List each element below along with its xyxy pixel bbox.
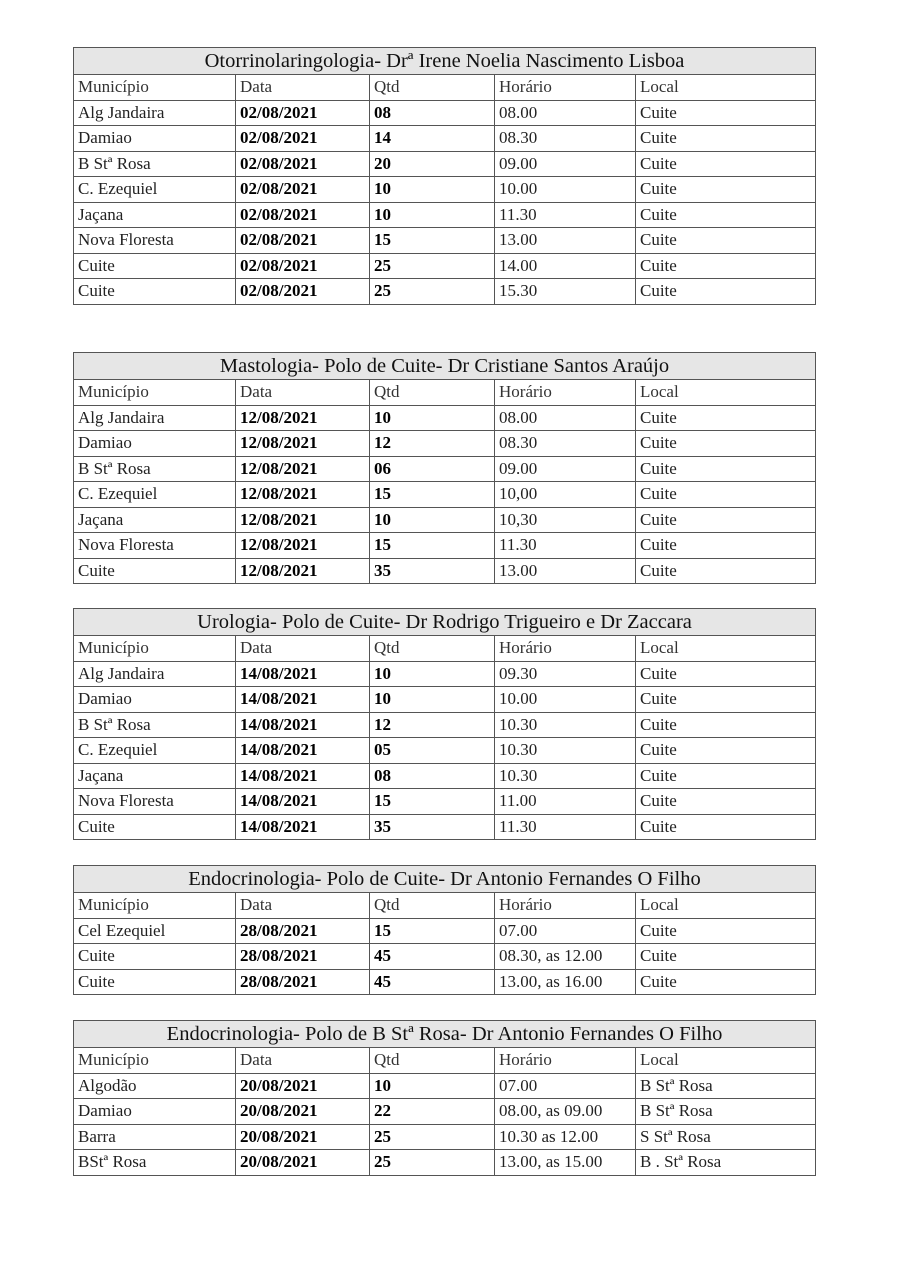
table-row xyxy=(74,533,816,559)
cell-horario: 10.30 xyxy=(495,763,636,789)
cell-local: B Stª Rosa xyxy=(636,1073,816,1099)
cell-data: 14/08/2021 xyxy=(236,789,370,815)
cell-data: 14/08/2021 xyxy=(236,738,370,764)
col-local: Local xyxy=(636,1048,816,1074)
col-local: Local xyxy=(636,893,816,919)
cell-data: 02/08/2021 xyxy=(236,202,370,228)
cell-data: 28/08/2021 xyxy=(236,918,370,944)
cell-municipio: Cuite xyxy=(74,814,236,840)
cell-municipio: Alg Jandaira xyxy=(74,100,236,126)
cell-municipio: Jaçana xyxy=(74,507,236,533)
cell-qtd: 25 xyxy=(370,253,495,279)
cell-data: 12/08/2021 xyxy=(236,482,370,508)
cell-qtd: 10 xyxy=(370,507,495,533)
schedule-table-endocrinologia-b-sta-rosa xyxy=(73,1020,816,1176)
cell-qtd: 35 xyxy=(370,814,495,840)
table-row xyxy=(74,228,816,254)
col-qtd: Qtd xyxy=(370,1048,495,1074)
cell-municipio: Cuite xyxy=(74,558,236,584)
cell-horario: 08.00 xyxy=(495,100,636,126)
col-horario: Horário xyxy=(495,1048,636,1074)
table-row xyxy=(74,126,816,152)
cell-qtd: 25 xyxy=(370,1150,495,1176)
cell-horario: 10.30 xyxy=(495,712,636,738)
cell-municipio: B Stª Rosa xyxy=(74,151,236,177)
cell-municipio: B Stª Rosa xyxy=(74,456,236,482)
col-data: Data xyxy=(236,380,370,406)
cell-local: Cuite xyxy=(636,533,816,559)
cell-qtd: 15 xyxy=(370,789,495,815)
cell-data: 12/08/2021 xyxy=(236,431,370,457)
cell-local: Cuite xyxy=(636,687,816,713)
cell-horario: 09.00 xyxy=(495,456,636,482)
cell-local: Cuite xyxy=(636,738,816,764)
cell-qtd: 10 xyxy=(370,177,495,203)
cell-data: 14/08/2021 xyxy=(236,814,370,840)
table-title: Mastologia- Polo de Cuite- Dr Cristiane Santos Araújo xyxy=(74,353,816,380)
cell-horario: 11.30 xyxy=(495,814,636,840)
table-row xyxy=(74,177,816,203)
col-municipio: Município xyxy=(74,380,236,406)
cell-data: 14/08/2021 xyxy=(236,712,370,738)
cell-horario: 14.00 xyxy=(495,253,636,279)
table-row xyxy=(74,202,816,228)
table-row xyxy=(74,763,816,789)
cell-horario: 10.30 as 12.00 xyxy=(495,1124,636,1150)
cell-local: Cuite xyxy=(636,100,816,126)
cell-qtd: 45 xyxy=(370,969,495,995)
cell-qtd: 15 xyxy=(370,533,495,559)
cell-qtd: 35 xyxy=(370,558,495,584)
table-row xyxy=(74,405,816,431)
cell-local: Cuite xyxy=(636,763,816,789)
cell-local: B . Stª Rosa xyxy=(636,1150,816,1176)
cell-horario: 09.30 xyxy=(495,661,636,687)
cell-horario: 08.00, as 09.00 xyxy=(495,1099,636,1125)
cell-horario: 13.00 xyxy=(495,228,636,254)
col-data: Data xyxy=(236,1048,370,1074)
cell-horario: 11.30 xyxy=(495,202,636,228)
cell-municipio: Algodão xyxy=(74,1073,236,1099)
schedule-table-urologia xyxy=(73,608,816,840)
cell-data: 28/08/2021 xyxy=(236,944,370,970)
col-local: Local xyxy=(636,75,816,101)
header-row xyxy=(74,893,816,919)
cell-municipio: C. Ezequiel xyxy=(74,482,236,508)
cell-qtd: 10 xyxy=(370,405,495,431)
cell-qtd: 15 xyxy=(370,482,495,508)
cell-municipio: C. Ezequiel xyxy=(74,738,236,764)
header-row xyxy=(74,1048,816,1074)
table-row xyxy=(74,482,816,508)
table-row xyxy=(74,456,816,482)
cell-municipio: Nova Floresta xyxy=(74,228,236,254)
cell-local: Cuite xyxy=(636,969,816,995)
cell-qtd: 08 xyxy=(370,100,495,126)
col-qtd: Qtd xyxy=(370,75,495,101)
cell-local: Cuite xyxy=(636,456,816,482)
cell-data: 20/08/2021 xyxy=(236,1073,370,1099)
table-row xyxy=(74,279,816,305)
cell-local: Cuite xyxy=(636,126,816,152)
cell-qtd: 05 xyxy=(370,738,495,764)
cell-horario: 10.00 xyxy=(495,687,636,713)
cell-qtd: 10 xyxy=(370,202,495,228)
table-title: Endocrinologia- Polo de Cuite- Dr Antonio Fernandes O Filho xyxy=(74,866,816,893)
table-row xyxy=(74,687,816,713)
cell-qtd: 10 xyxy=(370,687,495,713)
cell-data: 02/08/2021 xyxy=(236,177,370,203)
cell-municipio: Jaçana xyxy=(74,202,236,228)
cell-qtd: 15 xyxy=(370,918,495,944)
cell-local: Cuite xyxy=(636,228,816,254)
col-local: Local xyxy=(636,380,816,406)
cell-municipio: Nova Floresta xyxy=(74,533,236,559)
cell-data: 02/08/2021 xyxy=(236,279,370,305)
table-title: Urologia- Polo de Cuite- Dr Rodrigo Trigueiro e Dr Zaccara xyxy=(74,609,816,636)
cell-data: 14/08/2021 xyxy=(236,661,370,687)
cell-data: 12/08/2021 xyxy=(236,405,370,431)
cell-data: 02/08/2021 xyxy=(236,228,370,254)
cell-data: 02/08/2021 xyxy=(236,253,370,279)
cell-data: 14/08/2021 xyxy=(236,763,370,789)
cell-local: Cuite xyxy=(636,918,816,944)
col-qtd: Qtd xyxy=(370,893,495,919)
cell-qtd: 15 xyxy=(370,228,495,254)
table-row xyxy=(74,1124,816,1150)
schedule-table-otorrinolaringologia xyxy=(73,47,816,305)
cell-municipio: Cuite xyxy=(74,279,236,305)
cell-local: Cuite xyxy=(636,151,816,177)
cell-horario: 07.00 xyxy=(495,918,636,944)
col-horario: Horário xyxy=(495,893,636,919)
cell-horario: 10,00 xyxy=(495,482,636,508)
schedule-table-endocrinologia-cuite xyxy=(73,865,816,995)
cell-local: Cuite xyxy=(636,789,816,815)
table-row xyxy=(74,558,816,584)
cell-local: Cuite xyxy=(636,482,816,508)
col-qtd: Qtd xyxy=(370,636,495,662)
col-local: Local xyxy=(636,636,816,662)
cell-local: Cuite xyxy=(636,507,816,533)
cell-local: B Stª Rosa xyxy=(636,1099,816,1125)
table-row xyxy=(74,431,816,457)
cell-data: 02/08/2021 xyxy=(236,151,370,177)
cell-municipio: Cuite xyxy=(74,969,236,995)
table-row xyxy=(74,814,816,840)
cell-qtd: 45 xyxy=(370,944,495,970)
cell-municipio: Barra xyxy=(74,1124,236,1150)
cell-qtd: 25 xyxy=(370,1124,495,1150)
cell-municipio: Damiao xyxy=(74,126,236,152)
table-row xyxy=(74,712,816,738)
cell-qtd: 25 xyxy=(370,279,495,305)
cell-horario: 08.30 xyxy=(495,126,636,152)
cell-municipio: Cuite xyxy=(74,253,236,279)
cell-municipio: B Stª Rosa xyxy=(74,712,236,738)
table-row xyxy=(74,1073,816,1099)
col-horario: Horário xyxy=(495,380,636,406)
cell-data: 12/08/2021 xyxy=(236,456,370,482)
cell-local: Cuite xyxy=(636,253,816,279)
cell-horario: 11.30 xyxy=(495,533,636,559)
col-data: Data xyxy=(236,75,370,101)
cell-municipio: Alg Jandaira xyxy=(74,405,236,431)
cell-local: Cuite xyxy=(636,431,816,457)
cell-municipio: Cuite xyxy=(74,944,236,970)
cell-data: 12/08/2021 xyxy=(236,558,370,584)
cell-qtd: 12 xyxy=(370,431,495,457)
cell-local: Cuite xyxy=(636,661,816,687)
cell-horario: 07.00 xyxy=(495,1073,636,1099)
table-row xyxy=(74,507,816,533)
col-horario: Horário xyxy=(495,636,636,662)
table-row xyxy=(74,944,816,970)
col-municipio: Município xyxy=(74,1048,236,1074)
cell-municipio: Damiao xyxy=(74,1099,236,1125)
cell-horario: 10.30 xyxy=(495,738,636,764)
table-row xyxy=(74,969,816,995)
cell-qtd: 10 xyxy=(370,661,495,687)
table-row xyxy=(74,253,816,279)
table-row xyxy=(74,661,816,687)
header-row xyxy=(74,380,816,406)
cell-municipio: Alg Jandaira xyxy=(74,661,236,687)
cell-local: Cuite xyxy=(636,202,816,228)
col-data: Data xyxy=(236,893,370,919)
col-qtd: Qtd xyxy=(370,380,495,406)
cell-local: Cuite xyxy=(636,712,816,738)
table-row xyxy=(74,151,816,177)
cell-data: 20/08/2021 xyxy=(236,1150,370,1176)
cell-municipio: Cel Ezequiel xyxy=(74,918,236,944)
cell-local: Cuite xyxy=(636,177,816,203)
header-row xyxy=(74,636,816,662)
cell-local: Cuite xyxy=(636,944,816,970)
cell-municipio: BStª Rosa xyxy=(74,1150,236,1176)
cell-horario: 15.30 xyxy=(495,279,636,305)
cell-municipio: C. Ezequiel xyxy=(74,177,236,203)
col-horario: Horário xyxy=(495,75,636,101)
cell-data: 20/08/2021 xyxy=(236,1099,370,1125)
cell-horario: 09.00 xyxy=(495,151,636,177)
cell-local: Cuite xyxy=(636,279,816,305)
cell-qtd: 06 xyxy=(370,456,495,482)
table-row xyxy=(74,918,816,944)
cell-data: 28/08/2021 xyxy=(236,969,370,995)
table-row xyxy=(74,1099,816,1125)
cell-municipio: Jaçana xyxy=(74,763,236,789)
table-row xyxy=(74,1150,816,1176)
cell-horario: 13.00, as 15.00 xyxy=(495,1150,636,1176)
cell-data: 20/08/2021 xyxy=(236,1124,370,1150)
cell-qtd: 22 xyxy=(370,1099,495,1125)
cell-data: 02/08/2021 xyxy=(236,126,370,152)
table-row xyxy=(74,100,816,126)
cell-local: Cuite xyxy=(636,814,816,840)
cell-local: S Stª Rosa xyxy=(636,1124,816,1150)
table-row xyxy=(74,738,816,764)
cell-horario: 10.00 xyxy=(495,177,636,203)
cell-qtd: 10 xyxy=(370,1073,495,1099)
cell-qtd: 20 xyxy=(370,151,495,177)
cell-data: 14/08/2021 xyxy=(236,687,370,713)
schedule-table-mastologia xyxy=(73,352,816,584)
cell-data: 12/08/2021 xyxy=(236,533,370,559)
cell-municipio: Damiao xyxy=(74,687,236,713)
cell-horario: 10,30 xyxy=(495,507,636,533)
col-municipio: Município xyxy=(74,893,236,919)
cell-data: 12/08/2021 xyxy=(236,507,370,533)
cell-municipio: Damiao xyxy=(74,431,236,457)
cell-data: 02/08/2021 xyxy=(236,100,370,126)
col-municipio: Município xyxy=(74,636,236,662)
cell-local: Cuite xyxy=(636,405,816,431)
cell-local: Cuite xyxy=(636,558,816,584)
table-title: Endocrinologia- Polo de B Stª Rosa- Dr Antonio Fernandes O Filho xyxy=(74,1021,816,1048)
cell-horario: 08.30, as 12.00 xyxy=(495,944,636,970)
cell-horario: 11.00 xyxy=(495,789,636,815)
cell-horario: 08.00 xyxy=(495,405,636,431)
cell-horario: 13.00 xyxy=(495,558,636,584)
table-row xyxy=(74,789,816,815)
cell-municipio: Nova Floresta xyxy=(74,789,236,815)
header-row xyxy=(74,75,816,101)
table-title: Otorrinolaringologia- Drª Irene Noelia Nascimento Lisboa xyxy=(74,48,816,75)
cell-horario: 13.00, as 16.00 xyxy=(495,969,636,995)
cell-qtd: 08 xyxy=(370,763,495,789)
cell-horario: 08.30 xyxy=(495,431,636,457)
cell-qtd: 12 xyxy=(370,712,495,738)
col-data: Data xyxy=(236,636,370,662)
cell-qtd: 14 xyxy=(370,126,495,152)
col-municipio: Município xyxy=(74,75,236,101)
